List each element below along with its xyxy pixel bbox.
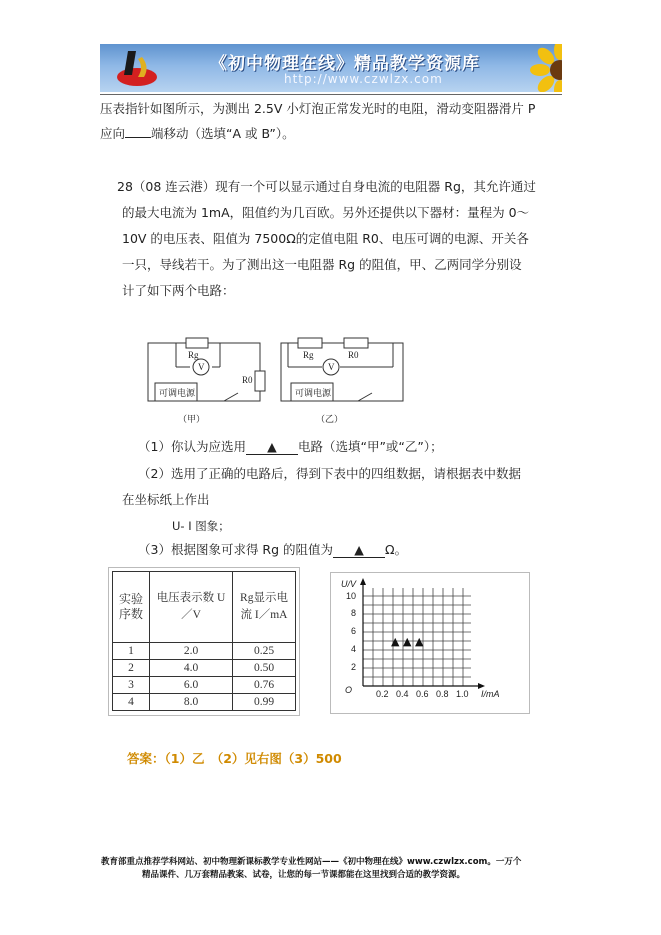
table-cell: 0.25	[233, 643, 296, 660]
table-row	[113, 660, 296, 677]
right-voltmeter-label: V	[328, 362, 335, 372]
table-cell: 3	[113, 677, 150, 694]
paragraph-text: 应向	[100, 126, 126, 141]
answer-line: 答案：（1）乙 （2）见右图（3）500	[127, 751, 342, 766]
subquestion-1	[138, 434, 443, 460]
header-banner	[100, 44, 562, 92]
left-rg-label: Rg	[188, 350, 199, 360]
paragraph-line: 压表指针如图所示，为测出 2.5V 小灯泡正常发光时的电阻，滑动变阻器滑片 P	[100, 101, 536, 116]
right-source-label: 可调电源	[295, 389, 332, 399]
subquestion-text: 电路（选填“甲”或“乙”）；	[297, 439, 443, 454]
table-cell: 4.0	[150, 660, 233, 677]
left-voltmeter-label: V	[198, 362, 205, 372]
table-cell: 2.0	[150, 643, 233, 660]
x-tick-label: 1.0	[456, 689, 469, 699]
header-title: 《初中物理在线》精品教学资源库	[210, 54, 480, 74]
table-cell: 0.99	[233, 694, 296, 711]
triangle-marker: ▲	[403, 635, 412, 648]
origin-label: O	[345, 685, 353, 695]
right-rg-label: Rg	[303, 350, 314, 360]
left-r0-label: R0	[242, 375, 253, 385]
question-line: 计了如下两个电路：	[122, 283, 235, 298]
y-tick-label: 10	[346, 591, 357, 601]
table-row	[113, 677, 296, 694]
table-cell: 6.0	[150, 677, 233, 694]
header-cell: 电压表示数 U／V	[150, 572, 233, 643]
x-tick-label: 0.2	[376, 689, 389, 699]
subquestion-2-cont: 在坐标纸上作出	[122, 492, 210, 507]
footer-line: 教育部重点推荐学科网站、初中物理新课标教学专业性网站——《初中物理在线》www.czwlzx.com。一万个	[101, 857, 522, 867]
paragraph-line	[100, 121, 295, 147]
site-logo-icon	[114, 47, 160, 89]
answer-blank	[125, 125, 151, 138]
table-cell: 4	[113, 694, 150, 711]
table-cell: 0.50	[233, 660, 296, 677]
y-tick-label: 8	[351, 608, 357, 618]
subquestion-3	[138, 537, 407, 563]
answer-blank: ▲	[333, 543, 385, 558]
y-tick-label: 2	[351, 662, 357, 672]
table-row	[113, 643, 296, 660]
circuit-diagrams-svg	[138, 331, 412, 428]
right-r0-label: R0	[348, 350, 359, 360]
data-table-frame	[108, 567, 300, 716]
y-axis-label: U/V	[341, 579, 357, 589]
question-line: 10V 的电压表、阻值为 7500Ω的定值电阻 R0、电压可调的电源、开关各	[122, 231, 529, 246]
question-line: 的最大电流为 1mA，阻值约为几百欧。另外还提供以下器材：量程为 0～	[122, 205, 530, 220]
footer-line: 精品课件、几万套精品教案、试卷，让您的每一节课都能在这里找到合适的教学资源。	[142, 870, 466, 880]
table-cell: 1	[113, 643, 150, 660]
paragraph-text: 端移动（选填“A 或 B”）。	[151, 126, 295, 141]
subquestion-text: （1）你认为应选用	[138, 439, 246, 454]
table-cell: 0.76	[233, 677, 296, 694]
header-url[interactable]: http://www.czwlzx.com	[284, 72, 443, 86]
x-tick-label: 0.6	[416, 689, 429, 699]
x-tick-label: 0.8	[436, 689, 449, 699]
subquestion-2: （2）选用了正确的电路后，得到下表中的四组数据，请根据表中数据	[138, 466, 521, 481]
subquestion-text: Ω。	[385, 542, 408, 557]
answer-blank: ▲	[246, 440, 298, 455]
circuit-diagrams	[138, 331, 412, 428]
table-header-row	[113, 572, 296, 643]
x-axis-label: I/mA	[481, 689, 500, 699]
header-cell: 实验序数	[113, 572, 150, 643]
table-cell: 2	[113, 660, 150, 677]
x-tick-label: 0.4	[396, 689, 409, 699]
triangle-marker: ▲	[415, 635, 424, 648]
subquestion-2-graph: U- I 图象；	[172, 519, 230, 533]
question-line: 28（08 连云港）现有一个可以显示通过自身电流的电阻器 Rg，其允许通过	[117, 179, 536, 194]
question-line: 一只，导线若干。为了测出这一电阻器 Rg 的阻值，甲、乙两同学分别设	[122, 257, 522, 272]
y-tick-label: 6	[351, 626, 357, 636]
header-cell: Rg显示电流 I／mA	[233, 572, 296, 643]
graph-frame	[330, 572, 530, 714]
table-row	[113, 694, 296, 711]
triangle-marker: ▲	[391, 635, 400, 648]
left-source-label: 可调电源	[159, 389, 196, 399]
right-caption: （乙）	[316, 415, 344, 425]
table-cell: 8.0	[150, 694, 233, 711]
subquestion-text: （3）根据图象可求得 Rg 的阻值为	[138, 542, 334, 557]
header-divider	[100, 94, 562, 95]
data-table	[112, 571, 296, 711]
left-caption: （甲）	[178, 415, 206, 425]
y-tick-label: 4	[351, 644, 357, 654]
sunflower-icon	[530, 44, 562, 92]
graph-paper	[331, 573, 529, 713]
